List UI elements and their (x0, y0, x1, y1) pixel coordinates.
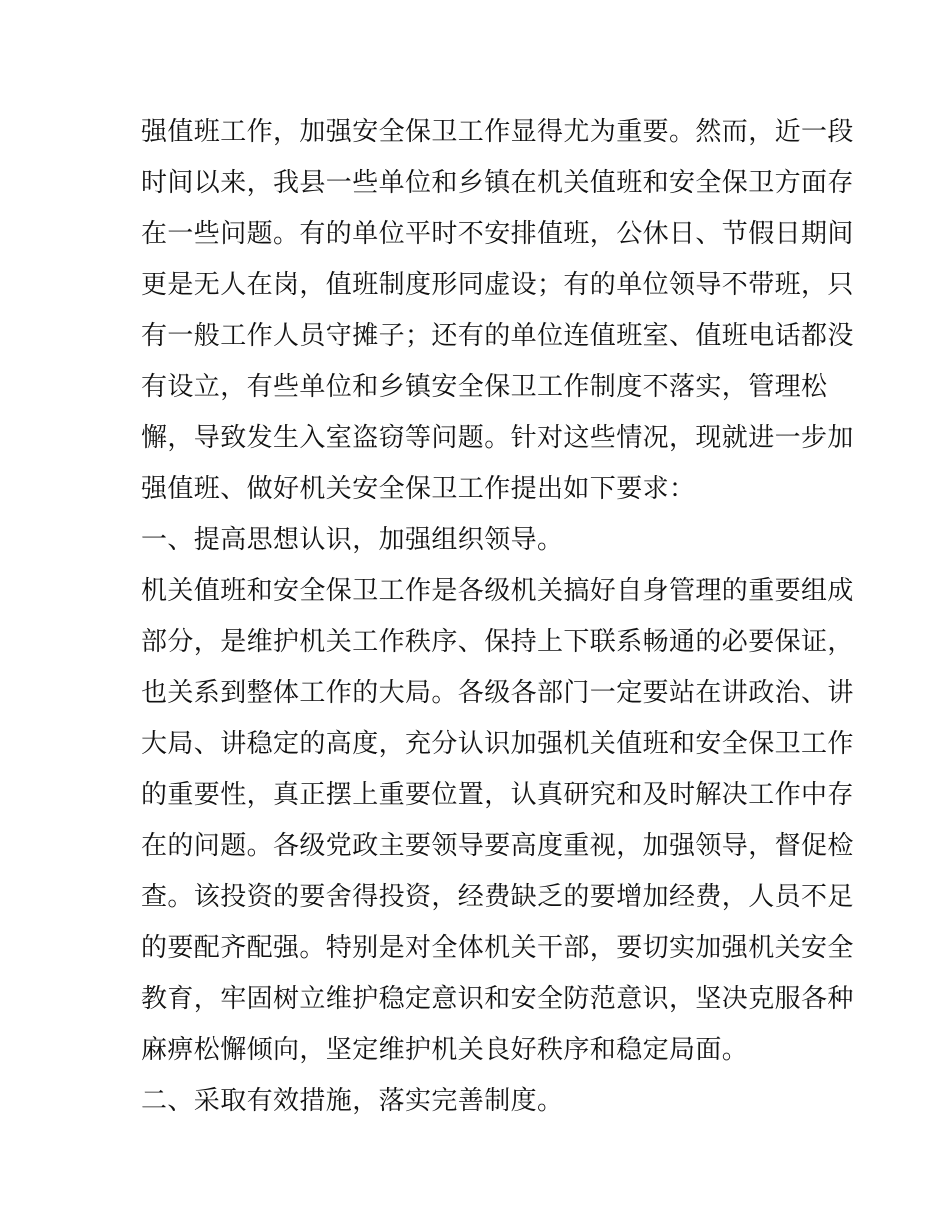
section-heading-1: 一、提高思想认识，加强组织领导。 (141, 525, 564, 555)
body-text-line: 的要配齐配强。特别是对全体机关干部，要切实加强机关安全 (141, 933, 854, 963)
body-text-line: 在的问题。各级党政主要领导要高度重视，加强领导，督促检 (141, 831, 854, 861)
body-text-line: 大局、讲稳定的高度，充分认识加强机关值班和安全保卫工作 (141, 729, 854, 759)
body-text-line: 机关值班和安全保卫工作是各级机关搞好自身管理的重要组成 (141, 576, 854, 606)
body-text-line: 教育，牢固树立维护稳定意识和安全防范意识，坚决克服各种 (141, 984, 854, 1014)
body-text-line: 有一般工作人员守摊子；还有的单位连值班室、值班电话都没 (141, 321, 854, 351)
section-heading-2: 二、采取有效措施，落实完善制度。 (141, 1086, 564, 1116)
body-text-line: 懈，导致发生入室盗窃等问题。针对这些情况，现就进一步加 (141, 423, 854, 453)
body-text-line: 强值班工作，加强安全保卫工作显得尤为重要。然而，近一段 (141, 117, 854, 147)
body-text-line: 部分，是维护机关工作秩序、保持上下联系畅通的必要保证， (141, 627, 854, 657)
body-text-line: 有设立，有些单位和乡镇安全保卫工作制度不落实，管理松 (141, 372, 828, 402)
body-text-line: 麻痹松懈倾向，坚定维护机关良好秩序和稳定局面。 (141, 1035, 749, 1065)
body-text-line: 查。该投资的要舍得投资，经费缺乏的要增加经费，人员不足 (141, 882, 854, 912)
document-body (141, 107, 854, 1127)
body-text-line: 也关系到整体工作的大局。各级各部门一定要站在讲政治、讲 (141, 678, 854, 708)
body-text-line: 的重要性，真正摆上重要位置，认真研究和及时解决工作中存 (141, 780, 854, 810)
body-text-line: 时间以来，我县一些单位和乡镇在机关值班和安全保卫方面存 (141, 168, 854, 198)
body-text-line: 更是无人在岗，值班制度形同虚设；有的单位领导不带班，只 (141, 270, 854, 300)
body-text-line: 强值班、做好机关安全保卫工作提出如下要求： (141, 474, 696, 504)
body-text-line: 在一些问题。有的单位平时不安排值班，公休日、节假日期间 (141, 219, 854, 249)
